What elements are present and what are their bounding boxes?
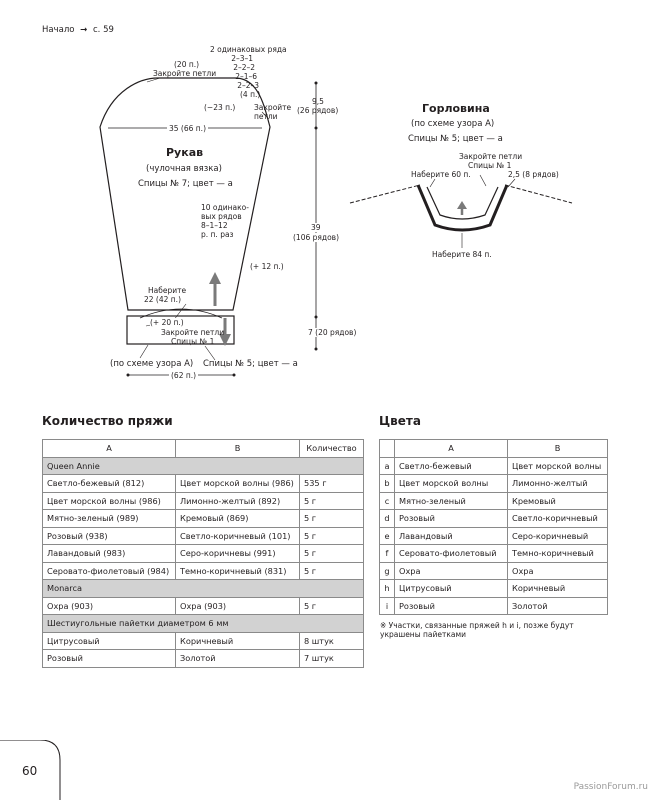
color-cell-b: Золотой <box>508 597 608 615</box>
arrow-icon: → <box>80 25 88 35</box>
yarn-cell-a: Цитрусовый <box>43 632 176 650</box>
page-ref: с. 59 <box>93 25 114 35</box>
yarn-cell-a: Розовый (938) <box>43 527 176 545</box>
colors-title: Цвета <box>379 414 421 428</box>
yarn-cell-a: Цвет морской волны (986) <box>43 492 176 510</box>
side-stitches: (−23 п.) <box>204 103 236 112</box>
color-cell-b: Темно-коричневый <box>508 545 608 563</box>
yarn-cell-b: Темно-коричневый (831) <box>176 562 300 580</box>
neckband-title: Горловина <box>422 102 490 115</box>
inc-total: (+ 12 п.) <box>250 262 284 271</box>
yarn-group-row <box>43 615 364 633</box>
yarn-cell-a: Розовый <box>43 650 176 668</box>
neck-bind-off: Закройте петли <box>459 152 523 161</box>
color-cell-b: Светло-коричневый <box>508 510 608 528</box>
yarn-row <box>43 650 364 668</box>
color-cell-k: h <box>380 580 395 598</box>
color-cell-b: Лимонно-желтый <box>508 475 608 493</box>
yarn-cell-b: Лимонно-желтый (892) <box>176 492 300 510</box>
colors-header-b: В <box>508 440 608 458</box>
yarn-cell-a: Лавандовый (983) <box>43 545 176 563</box>
color-cell-k: d <box>380 510 395 528</box>
color-cell-k: b <box>380 475 395 493</box>
yarn-cell-a: Серовато-фиолетовый (984) <box>43 562 176 580</box>
dec-rows: 2–3–1 2–2–2 2–1–6 2–2–3 (4 п.) <box>231 54 261 99</box>
color-cell-b: Серо-коричневый <box>508 527 608 545</box>
yarn-row <box>43 475 364 493</box>
yarn-row <box>43 562 364 580</box>
color-cell-k: g <box>380 562 395 580</box>
yarn-cell-q: 7 штук <box>300 650 364 668</box>
color-cell-a: Мятно-зеленый <box>395 492 508 510</box>
yarn-cell-q: 5 г <box>300 510 364 528</box>
colors-table <box>379 439 608 615</box>
yarn-group-label: Шестиугольные пайетки диаметром 6 мм <box>43 615 364 633</box>
color-cell-k: f <box>380 545 395 563</box>
sleeve-outline <box>100 78 270 310</box>
color-cell-a: Розовый <box>395 597 508 615</box>
color-row <box>380 457 608 475</box>
height-cuff: 7 (20 рядов) <box>308 328 357 337</box>
neckband-pattern: (по схеме узора А) <box>411 119 495 129</box>
cuff-needles-color: Спицы № 5; цвет — а <box>203 359 298 369</box>
sleeve-title: Рукав <box>166 146 204 159</box>
color-cell-b: Охра <box>508 562 608 580</box>
color-row <box>380 527 608 545</box>
color-cell-a: Охра <box>395 562 508 580</box>
neck-cast-on-60: Наберите 60 п. <box>411 170 471 179</box>
color-row <box>380 597 608 615</box>
cast-on-label: Наберите <box>148 286 187 295</box>
color-row <box>380 580 608 598</box>
color-cell-b: Кремовый <box>508 492 608 510</box>
neck-height: 2,5 (8 рядов) <box>508 170 559 179</box>
yarn-cell-q: 8 штук <box>300 632 364 650</box>
yarn-cell-q: 5 г <box>300 492 364 510</box>
yarn-group-label: Monarca <box>43 580 364 598</box>
cuff-inc: (+ 20 п.) <box>150 318 184 327</box>
yarn-row <box>43 510 364 528</box>
yarn-cell-q: 535 г <box>300 475 364 493</box>
yarn-group-label: Queen Annie <box>43 457 364 475</box>
cast-on-value: 22 (42 п.) <box>144 295 181 304</box>
yarn-title: Количество пряжи <box>42 414 173 428</box>
color-cell-b: Цвет морской волны <box>508 457 608 475</box>
yarn-cell-b: Серо-коричневы (991) <box>176 545 300 563</box>
color-cell-b: Коричневый <box>508 580 608 598</box>
color-cell-a: Светло-бежевый <box>395 457 508 475</box>
color-cell-a: Цвет морской волны <box>395 475 508 493</box>
height-mid-rows: (106 рядов) <box>293 233 340 242</box>
height-top: 9,5 <box>312 97 324 106</box>
yarn-cell-a: Охра (903) <box>43 597 176 615</box>
top-bind-off: Закройте петли <box>153 69 217 78</box>
sleeve-width: 35 (66 п.) <box>169 124 206 133</box>
color-cell-k: i <box>380 597 395 615</box>
yarn-cell-q: 5 г <box>300 562 364 580</box>
watermark: PassionForum.ru <box>573 782 648 792</box>
color-row <box>380 475 608 493</box>
yarn-header-b: В <box>176 440 300 458</box>
yarn-cell-b: Золотой <box>176 650 300 668</box>
yarn-group-row <box>43 580 364 598</box>
yarn-cell-b: Охра (903) <box>176 597 300 615</box>
colors-note: ※ Участки, связанные пряжей h и i, позже будут украшены пайетками <box>380 621 574 639</box>
top-stitches: (20 п.) <box>174 60 200 69</box>
yarn-row <box>43 492 364 510</box>
sleeve-needles: Спицы № 7; цвет — а <box>138 179 233 189</box>
yarn-group-row <box>43 457 364 475</box>
dec-rows-title: 2 одинаковых ряда <box>210 45 287 54</box>
color-cell-a: Лавандовый <box>395 527 508 545</box>
yarn-cell-b: Цвет морской волны (986) <box>176 475 300 493</box>
height-mid: 39 <box>311 223 321 232</box>
yarn-cell-b: Светло-коричневый (101) <box>176 527 300 545</box>
colors-header-key <box>380 440 395 458</box>
neck-needles-1: Спицы № 1 <box>468 161 512 170</box>
inc-title: 10 одинако- вых рядов <box>201 203 249 221</box>
color-row <box>380 492 608 510</box>
yarn-row <box>43 597 364 615</box>
yarn-cell-q: 5 г <box>300 597 364 615</box>
yarn-cell-a: Мятно-зеленый (989) <box>43 510 176 528</box>
color-cell-a: Розовый <box>395 510 508 528</box>
yarn-row <box>43 632 364 650</box>
yarn-row <box>43 545 364 563</box>
color-cell-a: Серовато-фиолетовый <box>395 545 508 563</box>
color-cell-k: a <box>380 457 395 475</box>
inc-unit: р. п. раз <box>201 230 234 239</box>
yarn-table <box>42 439 364 668</box>
color-row <box>380 562 608 580</box>
bottom-width: (62 п.) <box>171 371 197 380</box>
color-cell-k: e <box>380 527 395 545</box>
neck-cast-on-84: Наберите 84 п. <box>432 250 492 259</box>
cuff-needles: Спицы № 1 <box>171 337 215 346</box>
color-cell-a: Цитрусовый <box>395 580 508 598</box>
yarn-header-a: А <box>43 440 176 458</box>
height-top-rows: (26 рядов) <box>297 106 339 115</box>
yarn-cell-b: Кремовый (869) <box>176 510 300 528</box>
color-cell-k: c <box>380 492 395 510</box>
neckband-needles: Спицы № 5; цвет — а <box>408 134 503 144</box>
yarn-header-qty: Количество <box>300 440 364 458</box>
start-label: Начало <box>42 25 75 35</box>
sleeve-subtitle: (чулочная вязка) <box>146 164 222 174</box>
color-row <box>380 545 608 563</box>
colors-header-a: А <box>395 440 508 458</box>
yarn-cell-b: Коричневый <box>176 632 300 650</box>
neckband-diagram <box>340 165 580 260</box>
yarn-cell-q: 5 г <box>300 527 364 545</box>
inc-rows: 8–1–12 <box>201 221 228 230</box>
cuff-bind-off: Закройте петли <box>161 328 225 337</box>
yarn-cell-a: Светло-бежевый (812) <box>43 475 176 493</box>
yarn-row <box>43 527 364 545</box>
cuff-pattern: (по схеме узора А) <box>110 359 194 369</box>
page-number: 60 <box>22 764 38 778</box>
color-row <box>380 510 608 528</box>
side-bind-off: Закройте петли <box>254 103 292 121</box>
yarn-cell-q: 5 г <box>300 545 364 563</box>
